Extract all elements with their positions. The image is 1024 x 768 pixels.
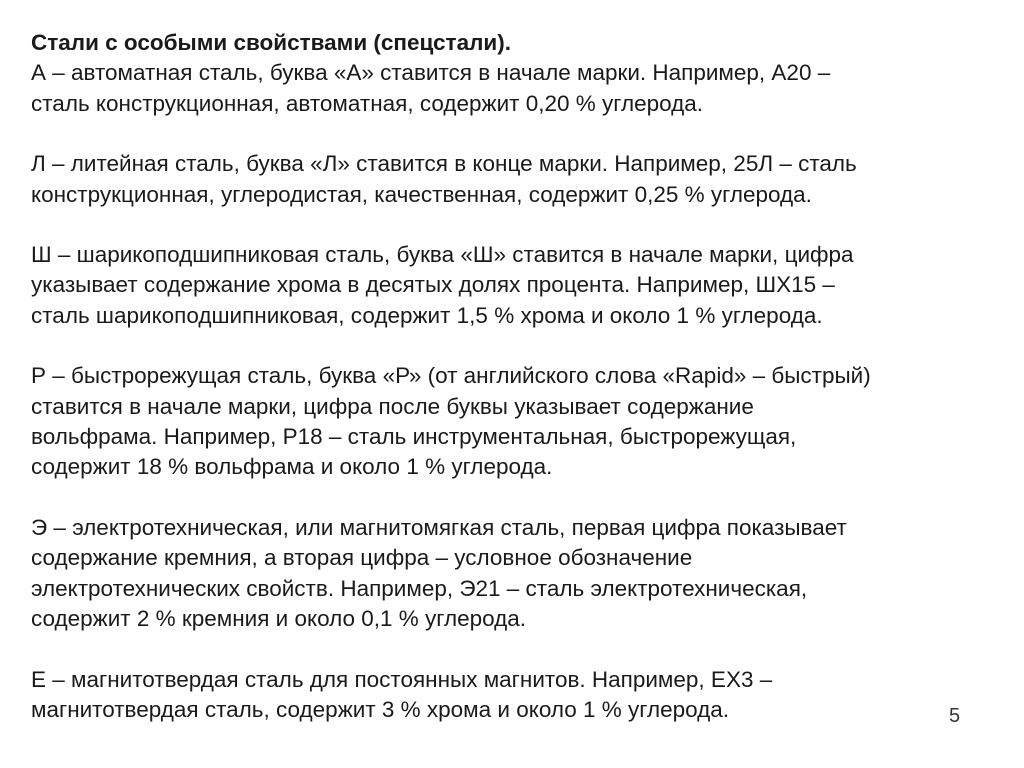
text-line: Е – магнитотвердая сталь для постоянных магнитов. Например, ЕХ3 – — [31, 666, 773, 692]
text-line: Э – электротехническая, или магнитомягкая сталь, первая цифра показывает — [31, 514, 847, 540]
paragraph-magnetic-hard-steel — [31, 665, 991, 726]
text-line: сталь шарикоподшипниковая, содержит 1,5 % хрома и около 1 % углерода. — [31, 302, 823, 328]
slide-content — [31, 28, 991, 725]
text-line: содержит 18 % вольфрама и около 1 % углерода. — [31, 454, 553, 480]
text-line: вольфрама. Например, Р18 – сталь инструментальная, быстрорежущая, — [31, 424, 797, 450]
text-line: конструкционная, углеродистая, качественная, содержит 0,25 % углерода. — [31, 181, 812, 207]
text-line: содержит 2 % кремния и около 0,1 % углерода. — [31, 606, 527, 632]
text-line: А – автоматная сталь, буква «А» ставится в начале марки. Например, А20 – — [31, 60, 831, 86]
paragraph-bearing-steel — [31, 240, 991, 331]
text-line: ставится в начале марки, цифра после буквы указывает содержание — [31, 393, 754, 419]
page-number: 5 — [949, 705, 961, 727]
slide-title: Стали с особыми свойствами (спецстали). — [31, 30, 511, 55]
text-line: указывает содержание хрома в десятых долях процента. Например, ШХ15 – — [31, 272, 835, 298]
text-line: сталь конструкционная, автоматная, содержит 0,20 % углерода. — [31, 90, 704, 116]
text-line: магнитотвердая сталь, содержит 3 % хрома и около 1 % углерода. — [31, 696, 730, 722]
text-line: электротехнических свойств. Например, Э21 – сталь электротехническая, — [31, 575, 808, 601]
text-line: Ш – шарикоподшипниковая сталь, буква «Ш» ставится в начале марки, цифра — [31, 242, 854, 268]
paragraph-electrical-steel — [31, 513, 991, 635]
paragraph-cast-steel — [31, 149, 991, 210]
text-line: содержание кремния, а вторая цифра – условное обозначение — [31, 545, 693, 571]
text-line: Л – литейная сталь, буква «Л» ставится в конце марки. Например, 25Л – сталь — [31, 151, 857, 177]
paragraph-high-speed-steel — [31, 361, 991, 483]
text-line: Р – быстрорежущая сталь, буква «Р» (от английского слова «Rapid» – быстрый) — [31, 363, 871, 389]
paragraph-automatic-steel — [31, 58, 991, 119]
